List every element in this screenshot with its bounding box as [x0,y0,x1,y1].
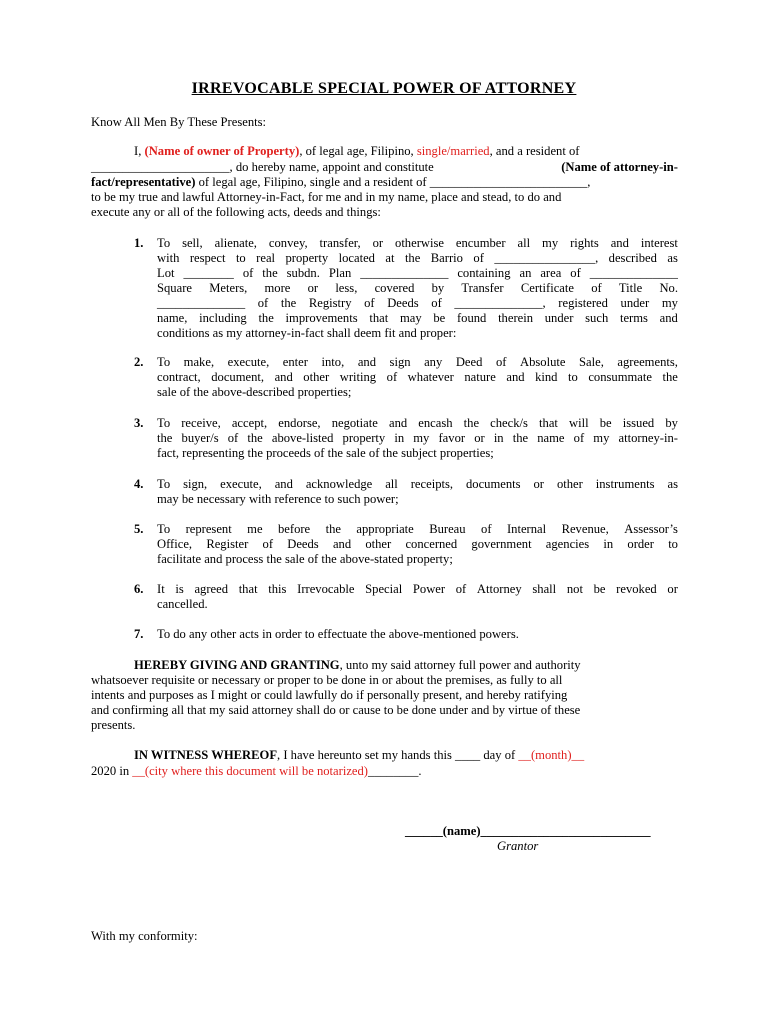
word: may [399,311,422,325]
signature-line: ______(name)___________________________ [405,824,651,838]
word: is [175,582,184,596]
word: of [591,281,602,295]
conformity-label: With my conformity: [91,929,198,943]
word: agencies [545,537,590,551]
word: not [566,582,583,596]
word: ________ [183,266,234,280]
word: of [262,537,274,551]
word: Bureau [429,522,466,536]
word: Internal [506,522,547,536]
signature-role: Grantor [497,839,539,853]
word: therein [498,311,534,325]
word: any [424,355,443,369]
item-2-line [157,370,678,385]
word: and [274,477,293,491]
item-5-line [157,537,678,552]
word: at [385,251,395,265]
word: transfer, [319,236,361,250]
word: be [433,311,446,325]
word: the [463,416,480,430]
item-1-line [157,281,678,296]
word: by [431,281,445,295]
item-3-line: fact, representing the proceeds of the sale of the subject properties; [157,446,494,460]
word: Attorney [476,582,522,596]
granting-line-2: whatsoever requisite or necessary or proper to be done in or about the premises, as fully to all [91,673,563,687]
word: To [157,477,171,491]
word: and [357,355,376,369]
word: my [593,431,610,445]
word: To [157,522,171,536]
word: me [247,522,263,536]
word: will [569,416,589,430]
item-3-line [157,416,678,431]
word: of [227,431,239,445]
word: agreed [194,582,229,596]
word: found [456,311,487,325]
word: agreements, [617,355,678,369]
word: name, [157,311,188,325]
word: of [570,266,581,280]
item-5-line: facilitate and process the sale of the above-stated property; [157,552,453,566]
item-6-line: cancelled. [157,597,208,611]
word: that [369,311,389,325]
word: check/s [490,416,528,430]
item-number: 5. [134,522,144,536]
word: document, [211,370,265,384]
word: of [573,431,585,445]
word: acknowledge [305,477,373,491]
granting-line-3: intents and purposes as I might or could lawfully do if personally present, and hereby ratifying [91,688,568,702]
word: described [608,251,657,265]
word: under [544,311,574,325]
word: all [517,236,531,250]
word: Barrio [430,251,463,265]
intro-line-5: execute any or all of the following acts, deeds and things: [91,205,381,219]
word: or [667,582,678,596]
word: rights [570,236,599,250]
word: No. [659,281,678,295]
word: of [473,251,484,265]
word: terms [619,311,648,325]
word: into, [321,355,345,369]
word: Irrevocable [297,582,355,596]
word: Sale, [579,355,604,369]
word: represent [185,522,232,536]
word: kind [535,370,558,384]
item-1-line [157,311,678,326]
word: ______________ [589,266,678,280]
word: my [542,236,559,250]
word: be [599,416,612,430]
item-3-line [157,431,678,446]
item-2-line [157,355,678,370]
word: the [280,296,297,310]
word: endorse, [278,416,321,430]
item-4-line [157,477,678,492]
word: respect [189,251,226,265]
word: whatever [407,370,454,384]
word: negotiate [331,416,378,430]
word: less, [335,281,358,295]
item-number: 1. [134,236,144,250]
word: receipts, [410,477,454,491]
word: order [627,537,654,551]
word: as [667,477,678,491]
word: real [256,251,276,265]
word: of [481,522,492,536]
word: receive, [181,416,221,430]
word: by [665,416,678,430]
word: ________________, [494,251,599,265]
word: alienate, [214,236,257,250]
word: interest [640,236,678,250]
word: of [386,370,398,384]
granting-line-1: HEREBY GIVING AND GRANTING, unto my said attorney full power and authority [134,658,581,672]
word: sign [389,355,411,369]
word: to [568,370,578,384]
word: of [431,296,442,310]
word: or [307,281,319,295]
word: or [533,477,544,491]
word: before [277,522,311,536]
word: Deeds [287,537,319,551]
word: ______________ [157,296,246,310]
word: Certificate [520,281,574,295]
word: with [157,251,180,265]
word: enter [282,355,308,369]
intro-line-2: ______________________, do hereby name, appoint and constitute (Name of attorney-in- [91,160,678,174]
word: and [274,370,293,384]
word: to [235,251,246,265]
word: other [365,537,392,551]
word: attorney-in- [618,431,678,445]
word: that [238,582,258,596]
word: property [285,251,329,265]
word: convey, [268,236,308,250]
word: Registry [308,296,352,310]
word: encash [418,416,453,430]
item-number: 3. [134,416,144,430]
word: all [385,477,398,491]
item-number: 4. [134,477,144,491]
item-5-line [157,522,678,537]
word: Power [412,582,446,596]
word: of [495,355,507,369]
word: government [471,537,532,551]
word: in [394,431,405,445]
word: sell, [182,236,203,250]
word: as [667,251,678,265]
word: covered [374,281,415,295]
word: the [258,311,274,325]
word: the [325,522,341,536]
word: appropriate [356,522,414,536]
word: located [338,251,375,265]
word: and [506,370,525,384]
word: containing [457,266,511,280]
word: favor [438,431,466,445]
item-1-line [157,266,678,281]
word: Deed [455,355,483,369]
item-4-line: may be necessary with reference to such power; [157,492,399,506]
item-1-line [157,236,678,251]
item-6-line [157,582,678,597]
word: documents [465,477,521,491]
word: an [519,266,532,280]
word: in [603,537,614,551]
word: the [157,431,173,445]
word: Absolute [520,355,566,369]
word: issued [622,416,655,430]
word: this [268,582,287,596]
word: improvements [285,311,358,325]
word: To [157,355,171,369]
item-1-line [157,251,678,266]
word: the [512,431,529,445]
word: above-listed [271,431,334,445]
salutation: Know All Men By These Presents: [91,115,267,129]
word: ______________, [454,296,546,310]
intro-line-1: I, (Name of owner of Property), of legal age, Filipino, single/married, and a resident of [134,144,580,158]
word: and [388,416,408,430]
word: encumber [455,236,506,250]
word: Revenue, [561,522,609,536]
word: shall [532,582,557,596]
word: or [474,431,485,445]
word: Square [157,281,192,295]
granting-line-4: and confirming all that my said attorney shall do or cause to be done under and by virtue of these [91,703,581,717]
word: otherwise [395,236,444,250]
word: other [303,370,330,384]
word: including [199,311,247,325]
word: Plan [328,266,352,280]
word: and [332,537,352,551]
word: Special [365,582,403,596]
word: area [540,266,562,280]
word: name [537,431,565,445]
word: be [593,582,606,596]
word: Office, [157,537,193,551]
word: the [262,266,278,280]
word: make, [183,355,215,369]
intro-line-4: to be my true and lawful Attorney-in-Fact, for me and in my name, place and stead, to do and [91,190,562,204]
word: of [257,296,269,310]
word: in [493,431,504,445]
word: more [264,281,291,295]
word: buyer/s [181,431,219,445]
word: under [620,296,650,310]
witness-line-1: IN WITNESS WHEREOF, I have hereunto set my hands this ____ day of __(month)__ [134,748,585,762]
word: ______________ [360,266,449,280]
word: consummate [588,370,652,384]
item-2-line: sale of the above-described properties; [157,385,352,399]
word: accept, [231,416,268,430]
item-1-line: conditions as my attorney-in-fact shall deem fit and proper: [157,326,457,340]
item-number: 2. [134,355,144,369]
word: subdn. [286,266,320,280]
word: It [157,582,165,596]
word: Register [206,537,249,551]
word: nature [464,370,496,384]
item-7-line: To do any other acts in order to effectuate the above-mentioned powers. [157,627,519,641]
word: or [372,236,384,250]
word: the [247,431,263,445]
granting-line-5: presents. [91,718,136,732]
word: instruments [595,477,655,491]
word: such [585,311,609,325]
document-title: IRREVOCABLE SPECIAL POWER OF ATTORNEY [191,80,577,97]
word: of [242,266,254,280]
word: my [413,431,430,445]
item-number: 6. [134,582,144,596]
word: sign, [183,477,208,491]
word: To [157,236,171,250]
word: property [342,431,386,445]
word: Transfer [461,281,504,295]
word: my [661,296,678,310]
word: Meters, [209,281,248,295]
word: contract, [157,370,201,384]
word: Title [618,281,643,295]
item-number: 7. [134,627,144,641]
word: that [539,416,558,430]
word: and [610,236,629,250]
word: of [364,296,375,310]
word: to [668,537,678,551]
word: of [455,582,467,596]
word: other [556,477,583,491]
word: writing [339,370,377,384]
word: execute, [227,355,270,369]
intro-line-3: fact/representative) of legal age, Filipino, single and a resident of _________________________, [91,175,591,189]
word: the [662,370,678,384]
word: Deeds [387,296,419,310]
word: To [157,416,171,430]
word: concerned [405,537,458,551]
word: the [404,251,421,265]
word: execute, [220,477,262,491]
word: revoked [616,582,657,596]
item-1-line [157,296,678,311]
witness-line-2: 2020 in __(city where this document will be notarized)________. [91,764,422,778]
word: Assessor’s [624,522,678,536]
word: and [659,311,678,325]
word: Lot [157,266,175,280]
word: registered [558,296,608,310]
